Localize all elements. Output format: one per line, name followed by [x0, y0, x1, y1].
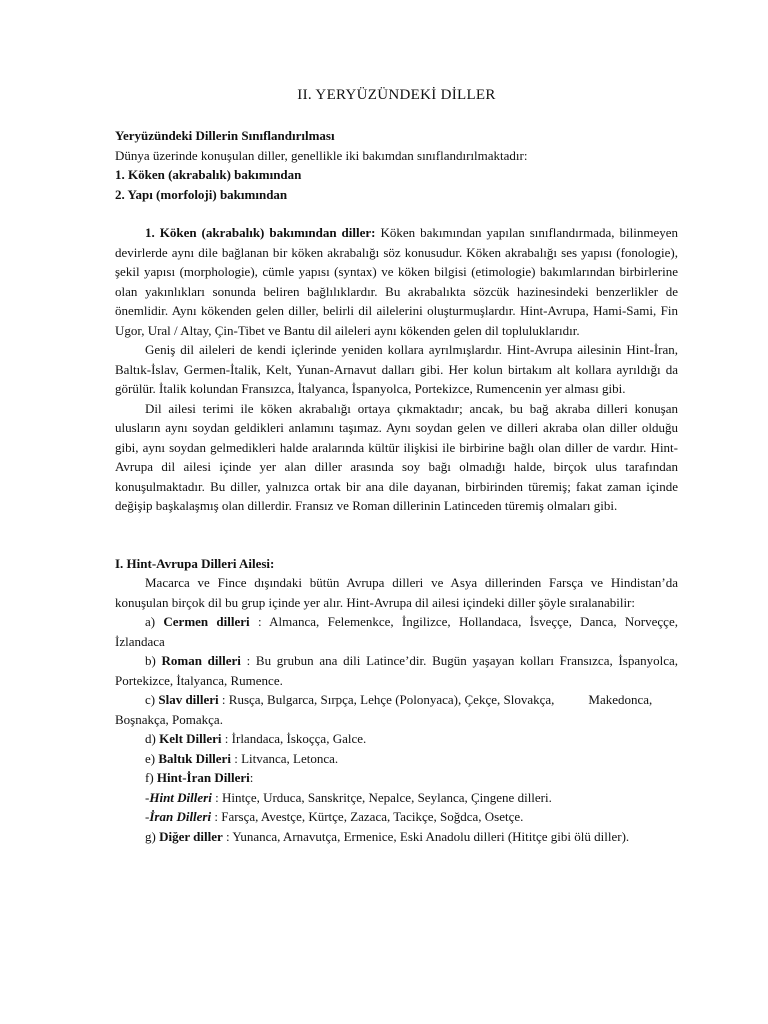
page-heading: II. YERYÜZÜNDEKİ DİLLER — [297, 87, 496, 103]
list-item-g: g) Diğer diller : Yunanca, Arnavutça, Ermenice, Eski Anadolu dilleri (Hititçe gibi ölü diller). — [145, 828, 630, 844]
ie-intro — [115, 573, 678, 612]
classification-item-2: 2. Yapı (morfoloji) bakımından — [115, 186, 288, 202]
classification-title: Yeryüzündeki Dillerin Sınıflandırılması — [115, 128, 335, 143]
origin-p2-text: Geniş dil aileleri de kendi içlerinde yeniden kollara ayrılmışlardır. Hint-Avrupa ailesinin Hint-İran, Baltık-İslav, Germen-İtalik, Kelt, Yunan-Arnavut dalları gibi. Her kolun birtakım alt kollara ayrıldığı da görülür. İtalik kolundan Fransızca, İtalyanca, İspanyolca, Portekizce, Rumencenin yer alması gibi. — [115, 342, 678, 396]
origin-lead: 1. Köken (akrabalık) bakımından diller: — [145, 225, 376, 240]
spacer — [115, 516, 678, 554]
origin-paragraph-2 — [115, 340, 678, 399]
classification-intro: Dünya üzerinde konuşulan diller, genellikle iki bakımdan sınıflandırılmaktadır: — [115, 147, 528, 163]
list-item-c: c) Slav dilleri : Rusça, Bulgarca, Sırpça, Lehçe (Polonyaca), Çekçe, Slovakça, Makedonca, Boşnakça, Pomakça. — [115, 692, 653, 727]
origin-paragraph-3 — [115, 399, 678, 516]
ie-intro-text: Macarca ve Fince dışındaki bütün Avrupa dilleri ve Asya dillerinden Farsça ve Hindistan’da konuşulan birçok dil bu grup içinde yer alır. Hint-Avrupa dil ailesi içindeki diller şöyle sıralanabilir: — [115, 575, 678, 610]
list-item-d: d) Kelt Dilleri : İrlandaca, İskoçça, Galce. — [145, 731, 367, 746]
list-item-b: b) Roman dilleri : Bu grubun ana dili Latince’dir. Bugün yaşayan kolları Fransızca, İspanyolca, Portekizce, İtalyanca, Rumence. — [115, 653, 678, 688]
spacer — [115, 204, 678, 223]
classification-item-1: 1. Köken (akrabalık) bakımından — [115, 167, 302, 182]
origin-p3-text: Dil ailesi terimi ile köken akrabalığı ortaya çıkmaktadır; ancak, bu bağ akraba dilleri konuşan ulusların aynı soydan geldikleri anlamını taşımaz. Aynı soydan gelen ve dilleri akraba olan diller olduğu gibi, aynı soydan gelmedikleri halde aralarında kültür ilişkisi ile birbirine bağlı olan diller de vardır. Hint-Avrupa dil ailesi içinde yer alan diller arasında soy bağı olmadığı halde, birçok ulus tarafından konuşulmaktadır. Bu diller, yalnızca ortak bir ana dile dayanan, birbirinden türemiş; fakat zaman içinde değişip başkalaşmış olan dillerdir. Fransız ve Roman dillerinin Latinceden türemiş olmaları gibi. — [115, 400, 678, 513]
list-item-f2: -İran Dilleri : Farsça, Avestçe, Kürtçe, Zazaca, Tacikçe, Soğdca, Osetçe. — [145, 809, 524, 824]
document-content — [115, 84, 678, 846]
origin-p1-text: Köken bakımından yapılan sınıflandırmada, bilinmeyen devirlerde aynı dile bağlanan bir köken akrabalığı söz konusudur. Köken akrabalığı ses yapısı (fonologie), şekil yapısı (morphologie), cümle yapısı (syntax) ve köken bilgisi (etimologie) bakımlarından birbirlerine olan yakınlıkları sonunda beliren bağlılıklardır. Bu akrabalıkta sözcük hazinesindeki benzerlikler de önemlidir. Aynı kökenden gelen diller, belirli dil ailelerini oluşturmuşlardır. Hint-Avrupa, Hami-Sami, Fin Ugor, Ural / Altay, Çin-Tibet ve Bantu dil aileleri aynı kökenden gelen dil topluluklarıdır. — [115, 225, 678, 338]
list-item-f: f) Hint-İran Dilleri: — [145, 770, 254, 785]
ie-title: I. Hint-Avrupa Dilleri Ailesi: — [115, 555, 275, 571]
list-item-e: e) Baltık Dilleri : Litvanca, Letonca. — [145, 750, 339, 766]
list-item-f1: -Hint Dilleri : Hintçe, Urduca, Sanskritçe, Nepalce, Seylanca, Çingene dilleri. — [145, 789, 552, 805]
list-item-a: a) Cermen dilleri : Almanca, Felemenkce, İngilizce, Hollandaca, İsveççe, Danca, Norveççe, İzlandaca — [115, 614, 678, 649]
origin-paragraph-1 — [115, 223, 678, 340]
